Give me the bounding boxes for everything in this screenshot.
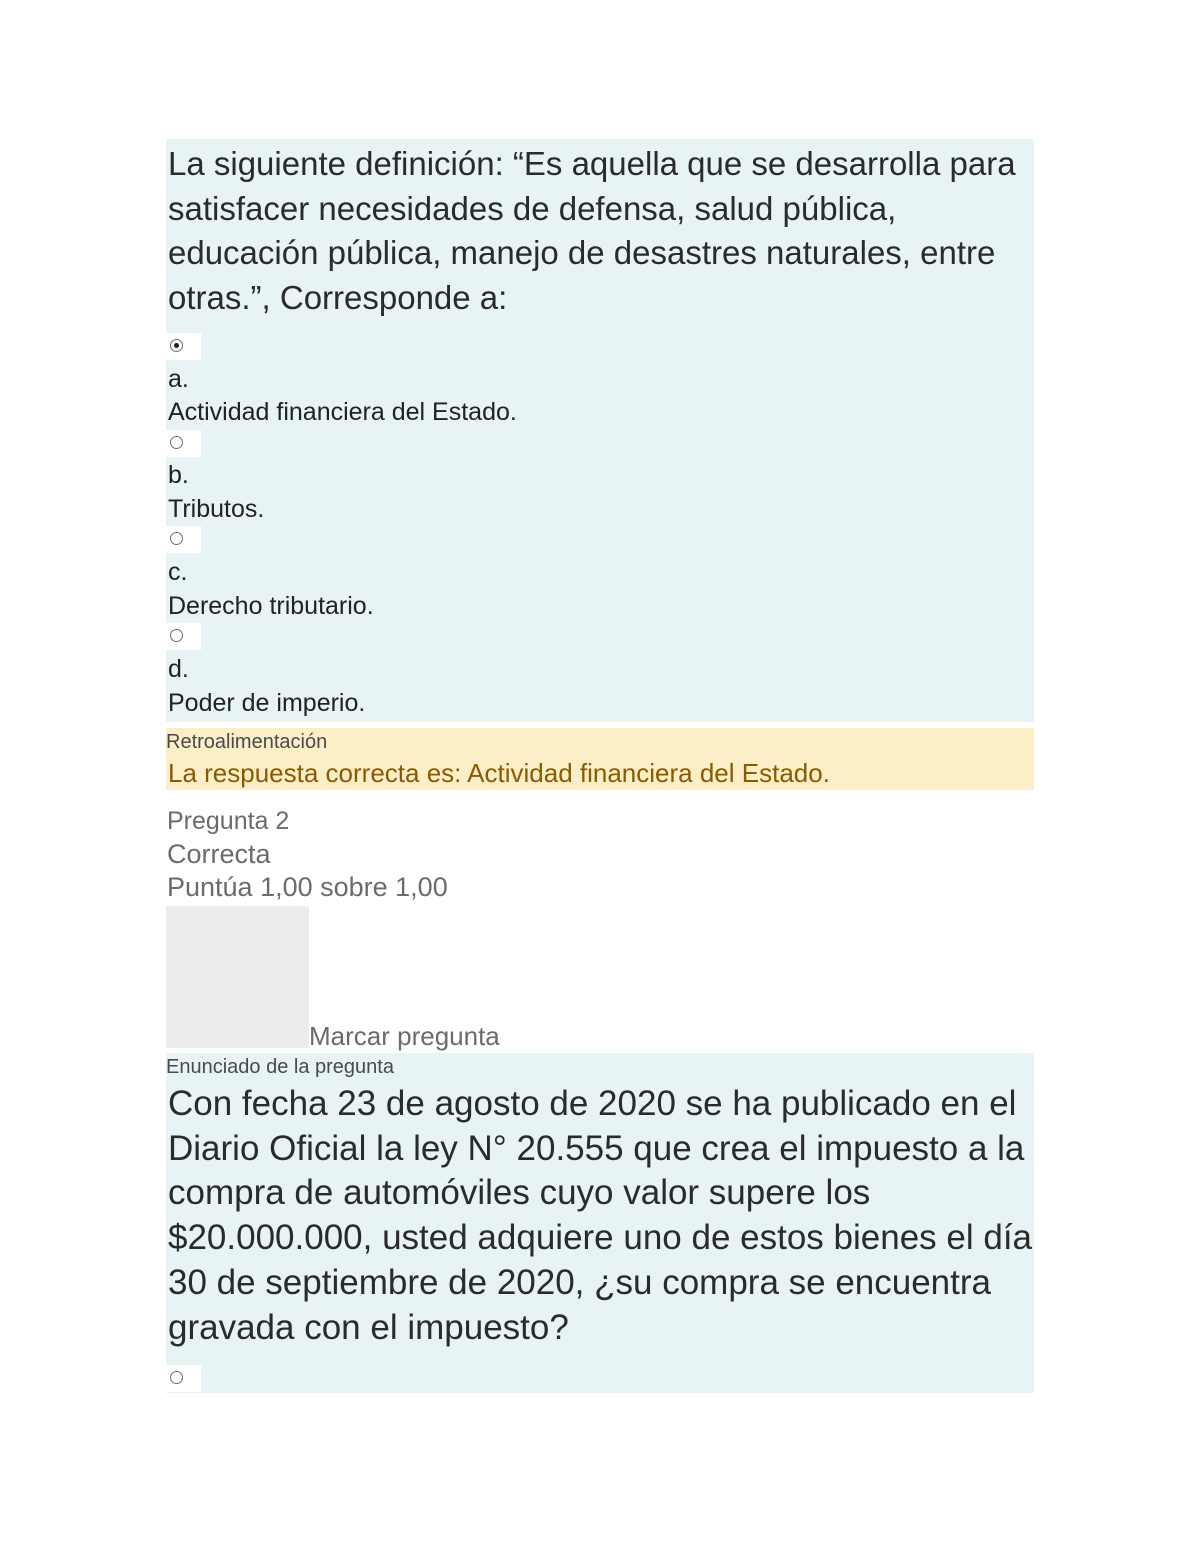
option-d-radio-wrapper[interactable] (166, 623, 201, 650)
question-2-text: Con fecha 23 de agosto de 2020 se ha publicado en el Diario Oficial la ley N° 20.555 que crea el impuesto a la compra de automóviles cuyo valor supere los $20.000.000, usted adquiere uno de estos bienes el día 30 de septiembre de 2020, ¿su compra se encuentra gravada con el impuesto? (168, 1084, 1033, 1347)
option-c-text[interactable]: Derecho tributario. (168, 592, 374, 620)
question-2-status: Correcta (167, 839, 271, 869)
option-c-radio-wrapper[interactable] (166, 526, 201, 553)
option-d-radio[interactable] (170, 629, 183, 642)
feedback-text: La respuesta correcta es: Actividad financiera del Estado. (168, 758, 830, 788)
option-b-radio-wrapper[interactable] (166, 430, 201, 457)
option-b-text[interactable]: Tributos. (168, 495, 265, 523)
option-c-letter: c. (168, 558, 188, 586)
flag-icon[interactable] (166, 906, 309, 1048)
option-a-radio[interactable] (170, 339, 183, 352)
option-d-text[interactable]: Poder de imperio. (168, 689, 366, 717)
question-2-option-a-radio-wrapper[interactable] (166, 1365, 201, 1392)
option-a-radio-wrapper[interactable] (166, 333, 201, 360)
option-b-radio[interactable] (170, 436, 183, 449)
question-2-score: Puntúa 1,00 sobre 1,00 (167, 872, 448, 902)
question-2-label: Enunciado de la pregunta (166, 1056, 394, 1078)
flag-question-link[interactable]: Marcar pregunta (309, 1021, 500, 1051)
option-a-text[interactable]: Actividad financiera del Estado. (168, 398, 517, 426)
question-1-text: La siguiente definición: “Es aquella que se desarrolla para satisfacer necesidades de defensa, salud pública, educación pública, manejo de desastres naturales, entre otras.”, Corresponde a: (168, 145, 1016, 316)
question-2-number: Pregunta 2 (167, 807, 290, 835)
question-2-option-a-radio[interactable] (170, 1371, 183, 1384)
option-c-radio[interactable] (170, 532, 183, 545)
feedback-label: Retroalimentación (166, 731, 328, 753)
option-b-letter: b. (168, 461, 189, 489)
option-a-letter: a. (168, 365, 189, 393)
option-d-letter: d. (168, 655, 189, 683)
